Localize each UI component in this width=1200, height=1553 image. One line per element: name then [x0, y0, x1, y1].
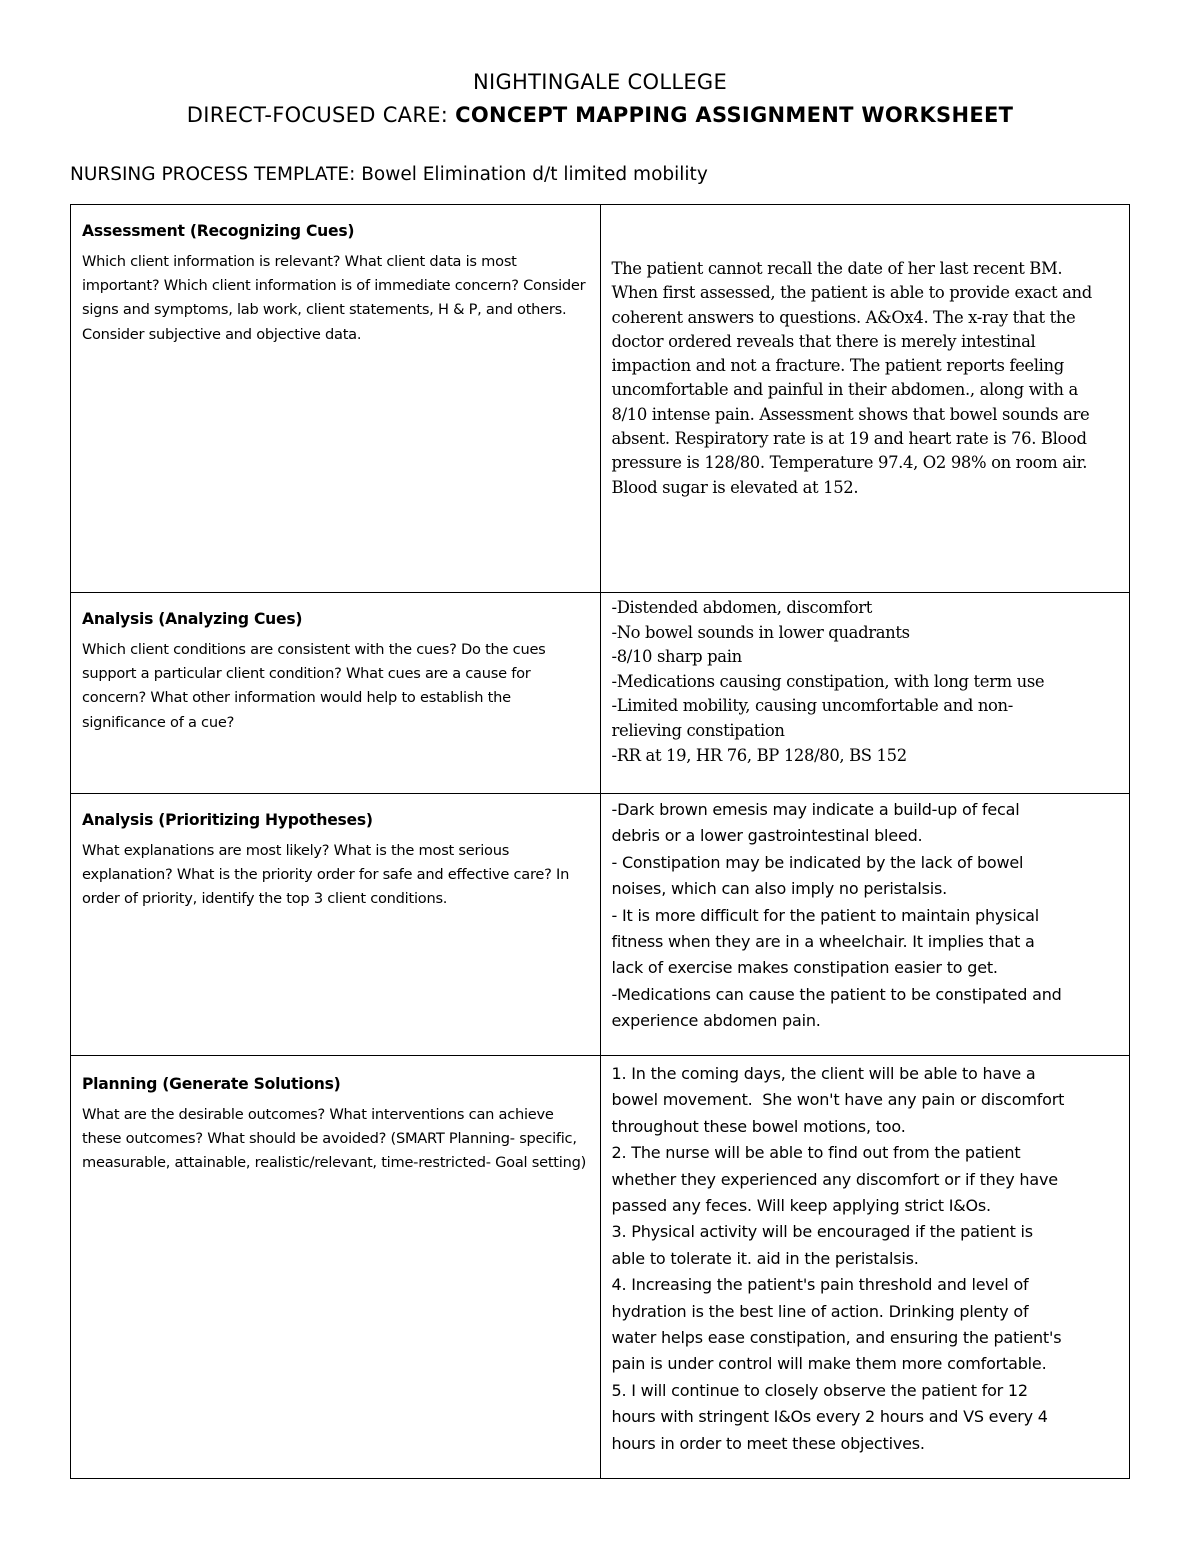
response-line: When first assessed, the patient is able to provide exact and [611, 283, 1092, 303]
worksheet-title [0, 103, 1200, 127]
response-line: -Dark brown emesis may indicate a build-up of fecal [611, 800, 1020, 819]
planning-prompt: What are the desirable outcomes? What interventions can achieve these outcomes? What should be avoided? (SMART Planning- specific, measurable, attainable, realistic/relevant, time-restricted- Goal setting) [82, 1106, 587, 1172]
response-line: relieving constipation [611, 720, 785, 740]
table-row-analyzing-cues [71, 593, 1130, 794]
analyzing-cues-response-cell [600, 593, 1130, 794]
response-line: 3. Physical activity will be encouraged if the patient is [611, 1222, 1033, 1242]
response-line: pressure is 128/80. Temperature 97.4, O2 98% on room air. [611, 453, 1088, 473]
response-line: -Medications can cause the patient to be constipated and [611, 984, 1062, 1004]
response-line: -Distended abdomen, discomfort [611, 598, 873, 617]
planning-title: Planning (Generate Solutions) [82, 1075, 341, 1093]
table-row-assessment [71, 205, 1130, 593]
table-row-prioritizing-hypotheses [71, 794, 1130, 1056]
response-line: debris or a lower gastrointestinal bleed. [611, 826, 923, 846]
response-line: -8/10 sharp pain [611, 647, 742, 667]
nursing-process-template-label: NURSING PROCESS TEMPLATE: Bowel Elimination d/t limited mobility [70, 164, 708, 185]
response-line: -Medications causing constipation, with long term use [611, 671, 1045, 691]
response-line: 5. I will continue to closely observe the patient for 12 [611, 1380, 1028, 1400]
response-line: pain is under control will make them more comfortable. [611, 1354, 1047, 1374]
planning-prompt-cell [71, 1056, 601, 1479]
prioritizing-hypotheses-response [601, 794, 1130, 1035]
response-line: 1. In the coming days, the client will be able to have a [611, 1064, 1036, 1083]
response-line: doctor ordered reveals that there is merely intestinal [611, 331, 1036, 351]
analyzing-cues-title: Analysis (Analyzing Cues) [82, 610, 303, 628]
college-name: NIGHTINGALE COLLEGE [472, 70, 728, 94]
response-line: absent. Respiratory rate is at 19 and heart rate is 76. Blood [611, 429, 1087, 449]
assessment-response-cell [600, 205, 1130, 593]
response-line: lack of exercise makes constipation easier to get. [611, 958, 998, 978]
response-line: fitness when they are in a wheelchair. It implies that a [611, 932, 1035, 952]
assessment-title: Assessment (Recognizing Cues) [82, 222, 355, 240]
prioritizing-hypotheses-prompt: What explanations are most likely? What is the most serious explanation? What is the priority order for safe and effective care? In order of priority, identify the top 3 client conditions. [82, 842, 570, 908]
assessment-prompt-cell [71, 205, 601, 593]
analyzing-cues-prompt: Which client conditions are consistent with the cues? Do the cues support a particular client condition? What cues are a cause for concern? What other information would help to establish the significance of a cue? [82, 641, 546, 731]
response-line: 8/10 intense pain. Assessment shows that bowel sounds are [611, 404, 1090, 424]
analyzing-cues-prompt-cell [71, 593, 601, 794]
response-line: whether they experienced any discomfort or if they have [611, 1169, 1058, 1189]
planning-response [601, 1056, 1130, 1457]
response-line: water helps ease constipation, and ensuring the patient's [611, 1328, 1062, 1348]
response-line: bowel movement. She won't have any pain or discomfort [611, 1090, 1065, 1110]
response-line: - It is more difficult for the patient to maintain physical [611, 905, 1040, 925]
response-line: coherent answers to questions. A&Ox4. The x-ray that the [611, 307, 1076, 327]
response-line: - Constipation may be indicated by the lack of bowel [611, 852, 1024, 872]
response-line: able to tolerate it. aid in the peristalsis. [611, 1248, 919, 1268]
response-line: 4. Increasing the patient's pain threshold and level of [611, 1275, 1029, 1295]
response-line: hours with stringent I&Os every 2 hours and VS every 4 [611, 1407, 1048, 1427]
response-line: throughout these bowel motions, too. [611, 1116, 906, 1136]
response-line: -RR at 19, HR 76, BP 128/80, BS 152 [611, 745, 907, 765]
response-line: noises, which can also imply no peristalsis. [611, 879, 948, 899]
worksheet-title-prefix: DIRECT-FOCUSED CARE: [186, 103, 456, 127]
planning-response-cell [600, 1056, 1130, 1479]
response-line: hydration is the best line of action. Drinking plenty of [611, 1301, 1029, 1321]
worksheet-table [70, 204, 1130, 1479]
response-line: -No bowel sounds in lower quadrants [611, 622, 910, 642]
assessment-response [601, 205, 1130, 500]
response-line: 2. The nurse will be able to find out from the patient [611, 1143, 1021, 1163]
assessment-prompt: Which client information is relevant? What client data is most important? Which client information is of immediate concern? Consider signs and symptoms, lab work, client statements, H & P, and others. Consider subjective and objective data. [82, 253, 586, 343]
response-line: uncomfortable and painful in their abdomen., along with a [611, 380, 1078, 400]
response-line: impaction and not a fracture. The patient reports feeling [611, 356, 1064, 376]
response-line: passed any feces. Will keep applying strict I&Os. [611, 1196, 991, 1216]
response-line: experience abdomen pain. [611, 1011, 821, 1031]
response-line: -Limited mobility, causing uncomfortable and non- [611, 696, 1013, 716]
table-row-planning [71, 1056, 1130, 1479]
response-line: The patient cannot recall the date of her last recent BM. [611, 259, 1063, 278]
response-line: Blood sugar is elevated at 152. [611, 477, 859, 497]
response-line: hours in order to meet these objectives. [611, 1433, 925, 1453]
prioritizing-hypotheses-prompt-cell [71, 794, 601, 1056]
prioritizing-hypotheses-title: Analysis (Prioritizing Hypotheses) [82, 811, 373, 829]
worksheet-title-bold: CONCEPT MAPPING ASSIGNMENT WORKSHEET [455, 103, 1014, 127]
analyzing-cues-response [601, 593, 1130, 768]
prioritizing-hypotheses-response-cell [600, 794, 1130, 1056]
